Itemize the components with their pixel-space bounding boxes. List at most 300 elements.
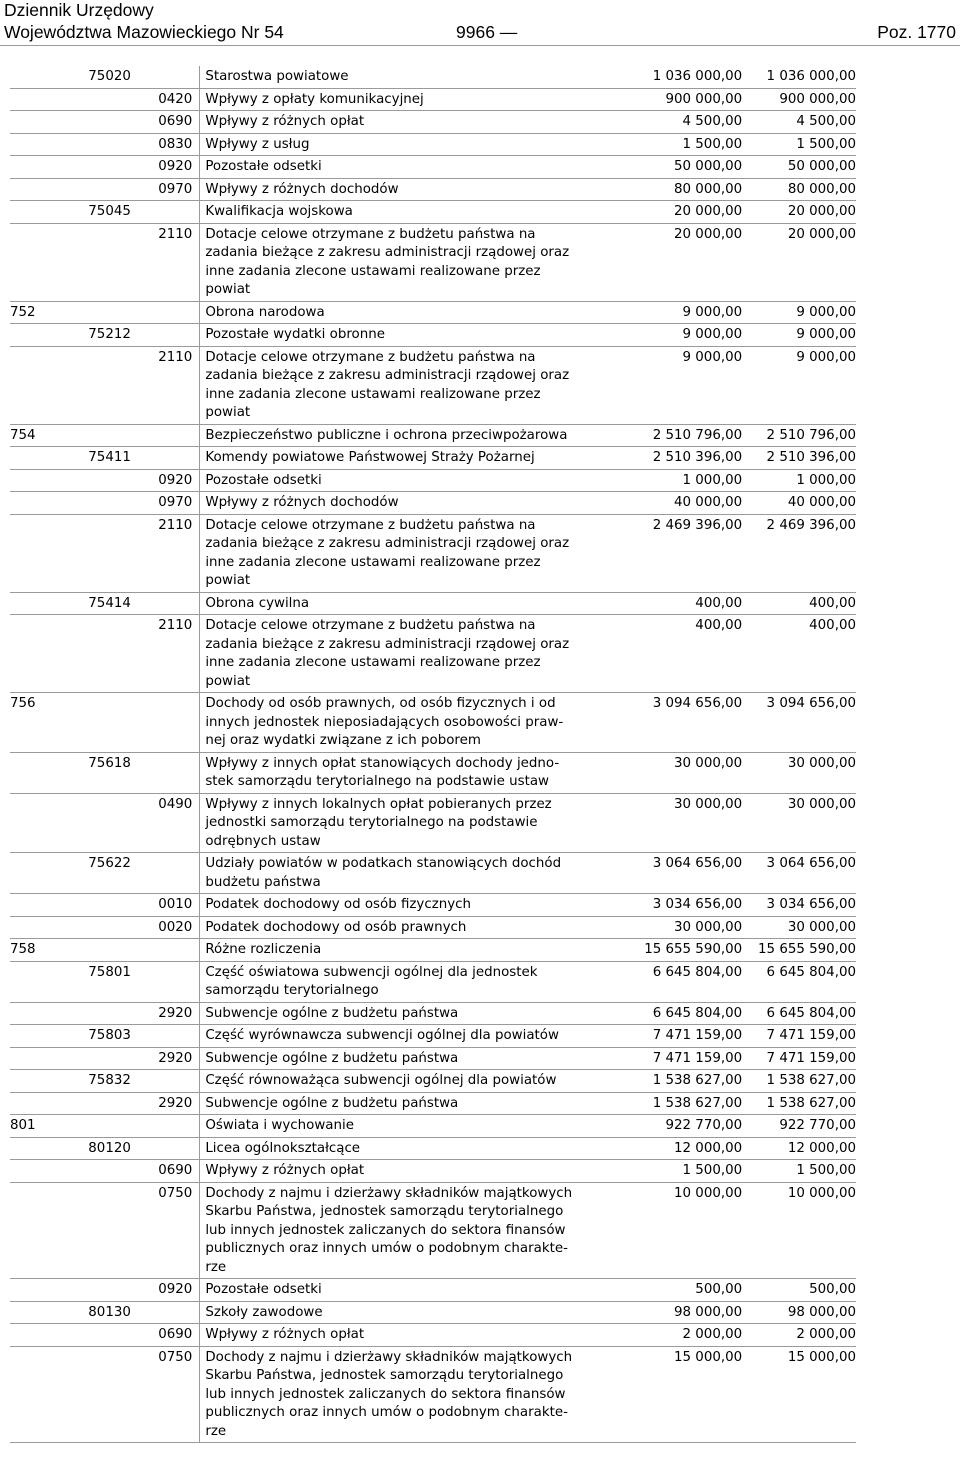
paragraph-cell: 0750 <box>158 1185 193 1201</box>
amount-cell: 922 770,00 <box>665 1118 743 1133</box>
amount-cell: 6 645 804,00 <box>652 1005 743 1021</box>
name-text: Dochody od osób prawnych, od osób fizycznych i od innych jednostek nieposiadających osobowości praw- nej oraz wydatki związane z ich poborem <box>205 696 564 748</box>
amount-total-cell: 50 000,00 <box>787 159 856 174</box>
name-cell <box>200 1070 629 1093</box>
table-row <box>10 492 856 515</box>
table-row <box>10 1346 856 1443</box>
name-cell <box>200 592 629 615</box>
name-text: Subwencje ogólne z budżetu państwa <box>205 1050 459 1066</box>
table-row <box>10 424 856 447</box>
table-row <box>10 752 856 793</box>
paragraph-cell <box>137 301 200 324</box>
rozdzial-cell <box>68 1002 136 1025</box>
rozdzial-cell <box>68 1092 136 1115</box>
amount-cell: 7 471 159,00 <box>652 1050 743 1066</box>
name-text: Wpływy z różnych opłat <box>205 1327 365 1342</box>
table-row <box>10 1301 856 1324</box>
paragraph-cell: 0490 <box>158 796 193 812</box>
rozdzial-cell <box>68 615 136 693</box>
name-cell <box>200 894 629 917</box>
table-row <box>10 324 856 347</box>
name-cell <box>200 133 629 156</box>
name-text: Udziały powiatów w podatkach stanowiących dochód budżetu państwa <box>205 856 562 890</box>
amount-total-cell: 7 471 159,00 <box>766 1050 856 1066</box>
amount-cell: 900 000,00 <box>665 91 743 107</box>
rozdzial-cell <box>68 133 136 156</box>
dzial-cell <box>10 961 68 1002</box>
paragraph-cell: 2110 <box>158 226 193 242</box>
name-text: Pozostałe odsetki <box>205 159 322 174</box>
amount-cell: 1 036 000,00 <box>652 69 743 84</box>
paragraph-cell: 2920 <box>158 1050 193 1066</box>
dzial-cell <box>10 1047 68 1070</box>
paragraph-cell <box>137 447 200 470</box>
name-text: Wpływy z różnych opłat <box>205 1163 365 1178</box>
paragraph-cell: 0970 <box>158 495 193 510</box>
table-row <box>10 1182 856 1279</box>
amount-total-cell: 30 000,00 <box>787 755 856 771</box>
table-row <box>10 66 856 88</box>
dzial-cell <box>10 66 68 88</box>
rozdzial-cell: 75414 <box>88 595 131 611</box>
dzial-cell <box>10 1025 68 1048</box>
paragraph-cell: 0750 <box>158 1349 193 1365</box>
paragraph-cell <box>137 66 200 88</box>
position-number: Poz. 1770 <box>877 22 956 42</box>
dzial-cell <box>10 793 68 853</box>
name-cell <box>200 1324 629 1347</box>
name-text: Bezpieczeństwo publiczne i ochrona przeciwpożarowa <box>205 427 568 443</box>
name-text: Oświata i wychowanie <box>205 1118 354 1133</box>
rozdzial-cell <box>68 1160 136 1183</box>
rozdzial-cell <box>68 1047 136 1070</box>
rozdzial-cell <box>68 223 136 301</box>
name-cell <box>200 424 629 447</box>
name-text: Pozostałe odsetki <box>205 1282 322 1297</box>
dzial-cell <box>10 469 68 492</box>
name-cell <box>200 1301 629 1324</box>
amount-total-cell: 2 469 396,00 <box>766 517 856 533</box>
paragraph-cell <box>137 1115 200 1138</box>
dzial-cell <box>10 1137 68 1160</box>
name-text: Wpływy z usług <box>205 136 310 152</box>
table-row <box>10 1137 856 1160</box>
dzial-cell <box>10 1002 68 1025</box>
amount-cell: 20 000,00 <box>674 204 743 219</box>
amount-cell: 1 538 627,00 <box>652 1095 743 1111</box>
name-cell <box>200 223 629 301</box>
rozdzial-cell: 75622 <box>88 856 131 871</box>
rozdzial-cell <box>68 301 136 324</box>
paragraph-cell <box>137 853 200 894</box>
table-row <box>10 1092 856 1115</box>
name-cell <box>200 793 629 853</box>
dzial-cell <box>10 156 68 179</box>
amount-cell: 12 000,00 <box>674 1140 743 1156</box>
dzial-cell <box>10 1279 68 1302</box>
table-row <box>10 1047 856 1070</box>
name-text: Wpływy z opłaty komunikacyjnej <box>205 91 424 107</box>
rozdzial-cell <box>68 693 136 753</box>
name-text: Obrona cywilna <box>205 595 310 611</box>
name-text: Licea ogólnokształcące <box>205 1140 361 1156</box>
dzial-cell <box>10 492 68 515</box>
name-text: Dochody z najmu i dzierżawy składników majątkowych Skarbu Państwa, jednostek samorządu terytorialnego lub innych jednostek zaliczanych do sektora finansów publicznych oraz innych umów o podobnym charakte- rze <box>205 1349 573 1439</box>
amount-cell: 15 000,00 <box>674 1349 743 1365</box>
page-number: 9966 — <box>456 22 518 42</box>
rozdzial-cell <box>68 424 136 447</box>
rozdzial-cell <box>68 1279 136 1302</box>
name-text: Różne rozliczenia <box>205 942 322 957</box>
amount-cell: 50 000,00 <box>674 159 743 174</box>
dzial-cell: 756 <box>10 696 36 711</box>
paragraph-cell <box>137 1301 200 1324</box>
amount-total-cell: 1 500,00 <box>796 136 856 152</box>
table-row <box>10 592 856 615</box>
amount-cell: 7 471 159,00 <box>652 1028 743 1043</box>
name-cell <box>200 916 629 939</box>
table-row <box>10 346 856 424</box>
paragraph-cell: 0690 <box>158 114 193 129</box>
paragraph-cell <box>137 1025 200 1048</box>
dzial-cell <box>10 1092 68 1115</box>
amount-total-cell: 12 000,00 <box>787 1140 856 1156</box>
name-cell <box>200 961 629 1002</box>
table-row <box>10 615 856 693</box>
amount-total-cell: 9 000,00 <box>796 349 856 365</box>
rozdzial-cell <box>68 793 136 853</box>
dzial-cell <box>10 1346 68 1443</box>
table-row <box>10 1115 856 1138</box>
name-cell <box>200 66 629 88</box>
paragraph-cell <box>137 592 200 615</box>
amount-total-cell: 400,00 <box>809 618 856 633</box>
rozdzial-cell <box>68 514 136 592</box>
name-text: Pozostałe odsetki <box>205 472 322 488</box>
name-cell <box>200 1025 629 1048</box>
rozdzial-cell <box>68 346 136 424</box>
amount-cell: 3 064 656,00 <box>652 856 743 871</box>
amount-total-cell: 98 000,00 <box>787 1304 856 1320</box>
paragraph-cell: 0830 <box>158 136 193 152</box>
name-cell <box>200 1346 629 1443</box>
rozdzial-cell <box>68 88 136 111</box>
amount-total-cell: 9 000,00 <box>796 304 856 320</box>
amount-total-cell: 2 000,00 <box>796 1327 856 1342</box>
amount-cell: 9 000,00 <box>682 304 743 320</box>
table-row <box>10 301 856 324</box>
name-text: Podatek dochodowy od osób fizycznych <box>205 897 471 912</box>
paragraph-cell: 2920 <box>158 1095 193 1111</box>
rozdzial-cell <box>68 469 136 492</box>
name-cell <box>200 1137 629 1160</box>
name-cell <box>200 615 629 693</box>
name-text: Obrona narodowa <box>205 304 325 320</box>
rozdzial-cell <box>68 894 136 917</box>
dzial-cell <box>10 133 68 156</box>
dzial-cell: 754 <box>10 427 36 443</box>
table-row <box>10 961 856 1002</box>
table-row <box>10 916 856 939</box>
dzial-cell <box>10 111 68 134</box>
amount-total-cell: 900 000,00 <box>779 91 856 107</box>
table-row <box>10 447 856 470</box>
journal-title: Dziennik Urzędowy <box>4 0 154 20</box>
rozdzial-cell <box>68 916 136 939</box>
dzial-cell <box>10 514 68 592</box>
rozdzial-cell <box>68 1346 136 1443</box>
rozdzial-cell: 75832 <box>88 1073 131 1088</box>
amount-cell: 30 000,00 <box>674 755 743 771</box>
paragraph-cell: 2920 <box>158 1005 193 1021</box>
paragraph-cell: 0420 <box>158 91 193 107</box>
name-text: Subwencje ogólne z budżetu państwa <box>205 1095 459 1111</box>
amount-total-cell: 1 538 627,00 <box>766 1095 856 1111</box>
amount-cell: 15 655 590,00 <box>644 942 743 957</box>
amount-cell: 10 000,00 <box>674 1185 743 1201</box>
amount-cell: 2 469 396,00 <box>652 517 743 533</box>
amount-cell: 1 538 627,00 <box>652 1073 743 1088</box>
amount-cell: 400,00 <box>695 618 743 633</box>
table-row <box>10 469 856 492</box>
rozdzial-cell <box>68 1115 136 1138</box>
amount-total-cell: 3 064 656,00 <box>766 856 856 871</box>
name-text: Subwencje ogólne z budżetu państwa <box>205 1005 459 1021</box>
amount-cell: 1 500,00 <box>682 1163 743 1178</box>
table-row <box>10 1279 856 1302</box>
rozdzial-cell <box>68 1182 136 1279</box>
paragraph-cell <box>137 752 200 793</box>
table-row <box>10 156 856 179</box>
name-cell <box>200 693 629 753</box>
name-text: Wpływy z różnych opłat <box>205 114 365 129</box>
name-text: Kwalifikacja wojskowa <box>205 204 353 219</box>
paragraph-cell: 0690 <box>158 1163 193 1178</box>
amount-total-cell: 2 510 396,00 <box>766 450 856 465</box>
name-text: Wpływy z innych opłat stanowiących dochody jedno- stek samorządu terytorialnego na podstawie ustaw <box>205 755 560 789</box>
paragraph-cell: 2110 <box>158 618 193 633</box>
rozdzial-cell: 75801 <box>88 964 131 980</box>
amount-total-cell: 6 645 804,00 <box>766 1005 856 1021</box>
amount-total-cell: 80 000,00 <box>787 181 856 197</box>
amount-total-cell: 20 000,00 <box>787 226 856 242</box>
name-cell <box>200 1182 629 1279</box>
name-cell <box>200 469 629 492</box>
paragraph-cell: 0920 <box>158 1282 193 1297</box>
dzial-cell <box>10 1182 68 1279</box>
amount-cell: 6 645 804,00 <box>652 964 743 980</box>
amount-cell: 2 510 796,00 <box>652 427 743 443</box>
amount-cell: 30 000,00 <box>674 796 743 812</box>
table-row <box>10 178 856 201</box>
rozdzial-cell: 75045 <box>88 204 131 219</box>
name-text: Pozostałe wydatki obronne <box>205 327 385 342</box>
rozdzial-cell: 75411 <box>88 450 131 465</box>
name-text: Podatek dochodowy od osób prawnych <box>205 919 467 935</box>
table-row <box>10 793 856 853</box>
name-cell <box>200 447 629 470</box>
rozdzial-cell <box>68 1324 136 1347</box>
paragraph-cell: 2110 <box>158 349 193 365</box>
dzial-cell <box>10 1160 68 1183</box>
name-cell <box>200 346 629 424</box>
amount-cell: 9 000,00 <box>682 349 743 365</box>
paragraph-cell: 0010 <box>158 897 193 912</box>
name-cell <box>200 88 629 111</box>
name-cell <box>200 1279 629 1302</box>
name-cell <box>200 853 629 894</box>
amount-cell: 30 000,00 <box>674 919 743 935</box>
rozdzial-cell: 80120 <box>88 1140 131 1156</box>
page-header <box>0 0 960 44</box>
rozdzial-cell <box>68 939 136 962</box>
amount-cell: 40 000,00 <box>674 495 743 510</box>
name-cell <box>200 1160 629 1183</box>
rozdzial-cell: 75212 <box>88 327 131 342</box>
amount-total-cell: 2 510 796,00 <box>766 427 856 443</box>
paragraph-cell <box>137 1137 200 1160</box>
name-cell <box>200 301 629 324</box>
amount-total-cell: 15 000,00 <box>787 1349 856 1365</box>
table-row <box>10 1002 856 1025</box>
paragraph-cell: 0920 <box>158 472 193 488</box>
table-row <box>10 1025 856 1048</box>
paragraph-cell <box>137 1070 200 1093</box>
paragraph-cell <box>137 693 200 753</box>
amount-cell: 80 000,00 <box>674 181 743 197</box>
name-cell <box>200 201 629 224</box>
amount-total-cell: 30 000,00 <box>787 796 856 812</box>
name-text: Wpływy z innych lokalnych opłat pobieranych przez jednostki samorządu terytorialnego na podstawie odrębnych ustaw <box>205 796 552 849</box>
amount-cell: 500,00 <box>695 1282 743 1297</box>
name-cell <box>200 324 629 347</box>
rozdzial-cell: 80130 <box>88 1304 131 1320</box>
table-row <box>10 133 856 156</box>
amount-total-cell: 3 034 656,00 <box>766 897 856 912</box>
table-row <box>10 201 856 224</box>
paragraph-cell: 0970 <box>158 181 193 197</box>
amount-total-cell: 1 500,00 <box>796 1163 856 1178</box>
rozdzial-cell: 75803 <box>88 1028 131 1043</box>
table-row <box>10 88 856 111</box>
name-cell <box>200 1092 629 1115</box>
dzial-cell <box>10 201 68 224</box>
name-text: Część oświatowa subwencji ogólnej dla jednostek samorządu terytorialnego <box>205 964 538 998</box>
name-cell <box>200 156 629 179</box>
name-cell <box>200 1002 629 1025</box>
rozdzial-cell: 75618 <box>88 755 131 771</box>
dzial-cell <box>10 178 68 201</box>
name-cell <box>200 752 629 793</box>
dzial-cell <box>10 88 68 111</box>
amount-total-cell: 1 036 000,00 <box>766 69 856 84</box>
table-row <box>10 1160 856 1183</box>
name-cell <box>200 514 629 592</box>
dzial-cell: 801 <box>10 1118 36 1133</box>
amount-total-cell: 922 770,00 <box>779 1118 856 1133</box>
name-text: Wpływy z różnych dochodów <box>205 181 399 197</box>
paragraph-cell: 2110 <box>158 517 193 533</box>
name-text: Starostwa powiatowe <box>205 69 349 84</box>
dzial-cell <box>10 223 68 301</box>
amount-total-cell: 7 471 159,00 <box>766 1028 856 1043</box>
name-text: Część równoważąca subwencji ogólnej dla powiatów <box>205 1073 557 1088</box>
amount-total-cell: 15 655 590,00 <box>758 942 856 957</box>
header-divider <box>0 45 960 46</box>
rozdzial-cell <box>68 178 136 201</box>
amount-total-cell: 30 000,00 <box>787 919 856 935</box>
dzial-cell <box>10 752 68 793</box>
name-cell <box>200 111 629 134</box>
dzial-cell <box>10 1301 68 1324</box>
amount-cell: 9 000,00 <box>682 327 743 342</box>
amount-total-cell: 500,00 <box>809 1282 856 1297</box>
dzial-cell: 758 <box>10 942 36 957</box>
name-text: Część wyrównawcza subwencji ogólnej dla powiatów <box>205 1028 559 1043</box>
amount-total-cell: 6 645 804,00 <box>766 964 856 980</box>
paragraph-cell: 0920 <box>158 159 193 174</box>
amount-cell: 98 000,00 <box>674 1304 743 1320</box>
amount-cell: 2 510 396,00 <box>652 450 743 465</box>
dzial-cell <box>10 1070 68 1093</box>
name-cell <box>200 1047 629 1070</box>
rozdzial-cell <box>68 111 136 134</box>
name-text: Wpływy z różnych dochodów <box>205 495 399 510</box>
dzial-cell <box>10 592 68 615</box>
dzial-cell <box>10 916 68 939</box>
name-text: Komendy powiatowe Państwowej Straży Pożarnej <box>205 450 535 465</box>
amount-total-cell: 4 500,00 <box>796 114 856 129</box>
table-row <box>10 939 856 962</box>
table-row <box>10 894 856 917</box>
dzial-cell <box>10 894 68 917</box>
table-row <box>10 514 856 592</box>
dzial-cell <box>10 853 68 894</box>
journal-subtitle: Województwa Mazowieckiego Nr 54 <box>4 22 284 42</box>
name-cell <box>200 1115 629 1138</box>
rozdzial-cell: 75020 <box>88 69 131 84</box>
amount-cell: 1 500,00 <box>682 136 743 152</box>
table-row <box>10 693 856 753</box>
paragraph-cell <box>137 939 200 962</box>
amount-total-cell: 9 000,00 <box>796 327 856 342</box>
dzial-cell <box>10 324 68 347</box>
paragraph-cell: 0020 <box>158 919 193 935</box>
rozdzial-cell <box>68 492 136 515</box>
name-text: Dotacje celowe otrzymane z budżetu państwa na zadania bieżące z zakresu administracji rządowej oraz inne zadania zlecone ustawami realizowane przez powiat <box>205 349 570 420</box>
name-text: Dotacje celowe otrzymane z budżetu państwa na zadania bieżące z zakresu administracji rządowej oraz inne zadania zlecone ustawami realizowane przez powiat <box>205 517 570 588</box>
budget-table <box>10 66 856 1443</box>
amount-total-cell: 3 094 656,00 <box>766 696 856 711</box>
name-cell <box>200 492 629 515</box>
name-text: Dochody z najmu i dzierżawy składników majątkowych Skarbu Państwa, jednostek samorządu terytorialnego lub innych jednostek zaliczanych do sektora finansów publicznych oraz innych umów o podobnym charakte- rze <box>205 1185 573 1275</box>
amount-cell: 3 034 656,00 <box>652 897 743 912</box>
paragraph-cell <box>137 201 200 224</box>
table-row <box>10 223 856 301</box>
amount-cell: 4 500,00 <box>682 114 743 129</box>
rozdzial-cell <box>68 156 136 179</box>
paragraph-cell <box>137 324 200 347</box>
name-text: Dotacje celowe otrzymane z budżetu państwa na zadania bieżące z zakresu administracji rządowej oraz inne zadania zlecone ustawami realizowane przez powiat <box>205 618 570 689</box>
paragraph-cell: 0690 <box>158 1327 193 1342</box>
amount-total-cell: 10 000,00 <box>787 1185 856 1201</box>
budget-table-body <box>10 66 856 1443</box>
amount-cell: 400,00 <box>695 595 743 611</box>
amount-total-cell: 1 538 627,00 <box>766 1073 856 1088</box>
dzial-cell <box>10 615 68 693</box>
amount-total-cell: 400,00 <box>809 595 856 611</box>
amount-cell: 2 000,00 <box>682 1327 743 1342</box>
